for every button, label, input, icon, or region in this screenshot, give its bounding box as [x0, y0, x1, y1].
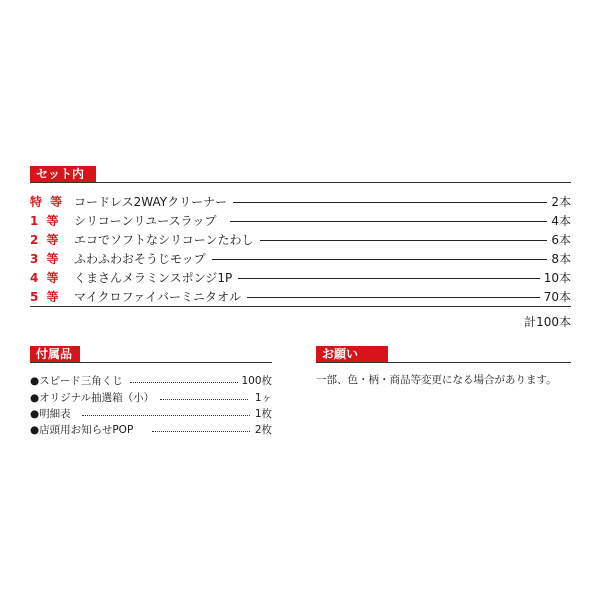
- prize-qty: 8本: [547, 250, 571, 267]
- prize-rank: 1 等: [30, 214, 61, 228]
- prize-row-3: [30, 250, 571, 269]
- accessory-name: ●オリジナル抽選箱（小）: [30, 392, 155, 404]
- request-heading: お願い: [316, 346, 388, 363]
- accessory-item: [30, 406, 272, 422]
- prize-qty: 4本: [547, 212, 571, 229]
- prize-row-4: [30, 269, 571, 288]
- prize-row-5: [30, 288, 571, 307]
- leader-line: [240, 297, 545, 298]
- leader-line: [230, 278, 545, 279]
- prize-name: シリコーンリユースラップ: [74, 212, 222, 229]
- leader-line: [250, 240, 551, 241]
- prize-qty: 2本: [547, 193, 571, 210]
- prize-row-2: [30, 231, 571, 250]
- dot-leader: [130, 382, 238, 383]
- accessory-item: [30, 390, 272, 406]
- request-rule: [316, 362, 571, 363]
- accessory-name: ●店頭用お知らせPOP: [30, 424, 134, 436]
- request-text: 一部、色・柄・商品等変更になる場合があります。: [316, 374, 557, 386]
- accessory-qty: 100枚: [241, 375, 272, 387]
- prize-rank: 4 等: [30, 271, 61, 285]
- accessory-item: [30, 422, 272, 438]
- prize-qty: 70本: [540, 288, 571, 305]
- prize-qty: 6本: [547, 231, 571, 248]
- prize-name: マイクロファイバーミニタオル: [74, 288, 247, 305]
- leader-line: [230, 202, 551, 203]
- dot-leader: [152, 431, 250, 432]
- accessory-qty: 1枚: [254, 408, 272, 420]
- prize-name: エコでソフトなシリコーンたわし: [74, 231, 260, 248]
- accessory-qty: 2枚: [254, 424, 272, 436]
- prize-name: コードレス2WAYクリーナー: [74, 193, 233, 210]
- accessories-heading: 付属品: [30, 346, 80, 363]
- leader-line: [210, 259, 551, 260]
- prize-row-special: [30, 193, 571, 212]
- prize-rank: 2 等: [30, 233, 61, 247]
- prize-rank: 3 等: [30, 252, 61, 266]
- accessory-qty: 1ヶ: [254, 392, 272, 404]
- prize-name: くまさんメラミンスポンジ1P: [74, 269, 238, 286]
- accessories-rule: [30, 362, 272, 363]
- accessory-item: [30, 373, 272, 389]
- accessory-name: ●明細表: [30, 408, 71, 420]
- dot-leader: [160, 399, 248, 400]
- dot-leader: [82, 415, 250, 416]
- prize-list-bottom-rule: [30, 306, 571, 307]
- total-count: 計100本: [524, 315, 571, 329]
- prize-row-1: [30, 212, 571, 231]
- leader-line: [230, 221, 551, 222]
- prize-rank: 5 等: [30, 290, 61, 304]
- prize-qty: 10本: [540, 269, 571, 286]
- prize-name: ふわふわおそうじモップ: [74, 250, 212, 267]
- prize-rank: 特 等: [30, 195, 65, 209]
- accessory-name: ●スピード三角くじ: [30, 375, 123, 387]
- set-contents-heading: セット内容: [30, 166, 96, 183]
- set-contents-rule: [30, 182, 571, 183]
